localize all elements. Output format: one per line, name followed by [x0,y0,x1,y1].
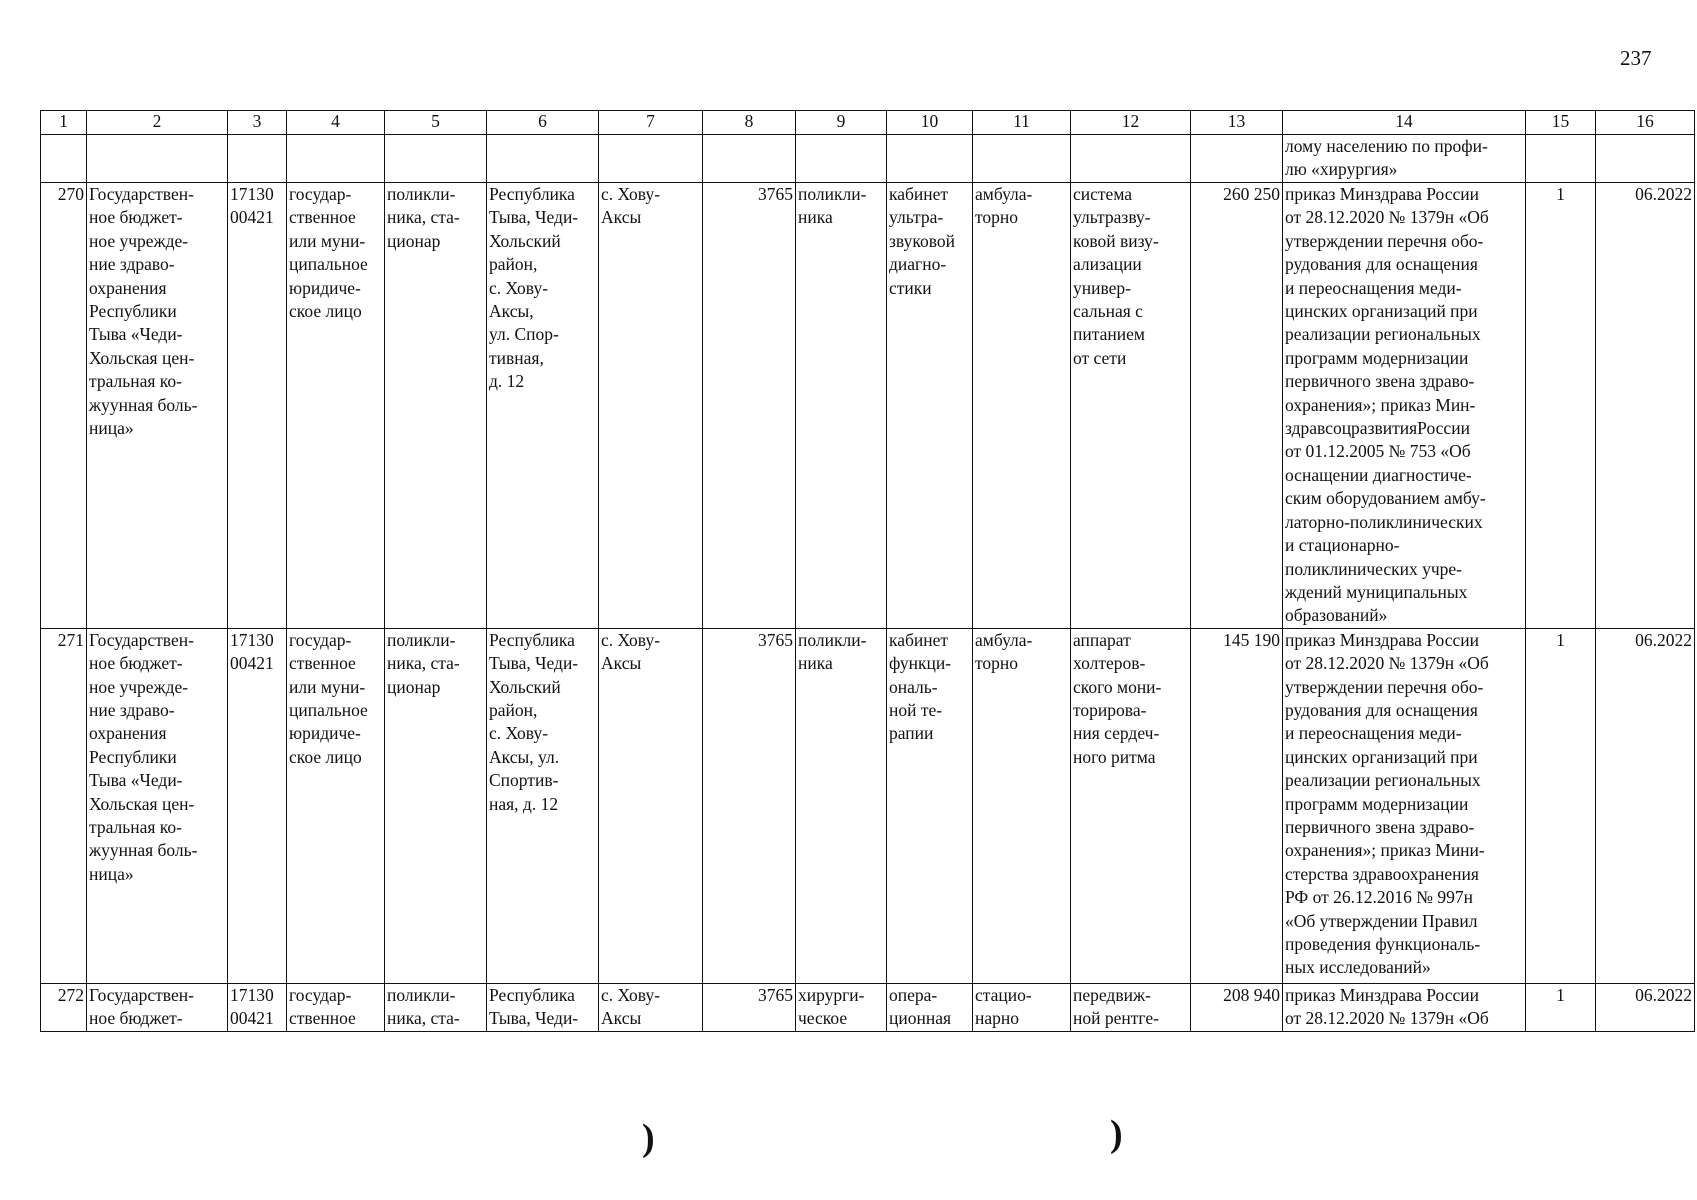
table-cell: 06.2022 [1596,183,1695,629]
table-cell [287,135,385,183]
table-cell: 06.2022 [1596,628,1695,983]
scan-mark: ) [642,1117,655,1159]
table-cell: опера- ционная [887,983,973,1031]
table-cell [796,135,887,183]
column-header: 14 [1283,111,1526,135]
table-cell: 3765 [703,628,796,983]
table-cell: 17130 00421 [228,183,287,629]
table-cell: поликли- ника, ста- ционар [385,628,487,983]
column-header: 16 [1596,111,1695,135]
table-cell: государ- ственное или муни- ципальное юридиче- ское лицо [287,628,385,983]
column-number-row [41,111,1695,135]
table-cell: Государствен- ное бюджет- [87,983,228,1031]
table-cell: 1 [1526,183,1596,629]
table-cell: аппарат холтеров- ского мони- торирова- ния сердеч- ного ритма [1071,628,1191,983]
table-cell: 1 [1526,983,1596,1031]
table-cell: 1 [1526,628,1596,983]
table-cell: 3765 [703,983,796,1031]
table-cell: лому населению по профи- лю «хирургия» [1283,135,1526,183]
column-header: 15 [1526,111,1596,135]
table-cell: поликли- ника, ста- [385,983,487,1031]
table-cell [1071,135,1191,183]
table-cell [973,135,1071,183]
table-cell: Республика Тыва, Чеди- Хольский район, с. Хову- Аксы, ул. Спортив- ная, д. 12 [487,628,599,983]
table-cell: 3765 [703,183,796,629]
table-cell: с. Хову- Аксы [599,628,703,983]
table-cell [887,135,973,183]
table-cell [41,135,87,183]
table-cell [487,135,599,183]
table-cell: приказ Минздрава России от 28.12.2020 № 1379н «Об утверждении перечня обо- рудования для оснащения и переоснащения меди- цинских организаций при реализации региональных программ модернизации первичного звена здраво- охранения»; приказ Мини- стерства здравоохранения РФ от 26.12.2016 № 997н «Об утверждении Правил проведения функциональ- ных исследований» [1283,628,1526,983]
table-cell: приказ Минздрава России от 28.12.2020 № 1379н «Об утверждении перечня обо- рудования для оснащения и переоснащения меди- цинских организаций при реализации региональных программ модернизации первичного звена здраво- охранения»; приказ Мин- здравсоцразвитияРоссии от 01.12.2005 № 753 «Об оснащении диагностиче- ским оборудованием амбу- латорно-поликлинических и стационарно- поликлинических учре- ждений муниципальных образований» [1283,183,1526,629]
scan-mark: ) [1110,1113,1123,1155]
table-cell: 17130 00421 [228,628,287,983]
table-cell: 271 [41,628,87,983]
table-cell: 260 250 [1191,183,1283,629]
table-cell: 17130 00421 [228,983,287,1031]
table-cell: приказ Минздрава России от 28.12.2020 № 1379н «Об [1283,983,1526,1031]
table-cell: 06.2022 [1596,983,1695,1031]
table-row [41,183,1695,629]
column-header: 3 [228,111,287,135]
table-cell: Республика Тыва, Чеди- Хольский район, с. Хову- Аксы, ул. Спор- тивная, д. 12 [487,183,599,629]
table-cell [599,135,703,183]
table-row [41,983,1695,1031]
table-cell [1596,135,1695,183]
column-header: 13 [1191,111,1283,135]
table-cell: 270 [41,183,87,629]
column-header: 12 [1071,111,1191,135]
column-header: 2 [87,111,228,135]
table-cell: Республика Тыва, Чеди- [487,983,599,1031]
table-cell: поликли- ника [796,628,887,983]
table-cell: Государствен- ное бюджет- ное учрежде- ние здраво- охранения Республики Тыва «Чеди- Хольская цен- тральная ко- жуунная боль- ница» [87,628,228,983]
table-cell: поликли- ника, ста- ционар [385,183,487,629]
table-cell [703,135,796,183]
table-cell: 145 190 [1191,628,1283,983]
column-header: 1 [41,111,87,135]
table-cell: поликли- ника [796,183,887,629]
table-row [41,628,1695,983]
table-cell: система ультразву- ковой визу- ализации универ- сальная с питанием от сети [1071,183,1191,629]
table-cell: хирурги- ческое [796,983,887,1031]
column-header: 5 [385,111,487,135]
table-cell: с. Хову- Аксы [599,983,703,1031]
column-header: 10 [887,111,973,135]
table-cell: передвиж- ной рентге- [1071,983,1191,1031]
table-row [41,135,1695,183]
table-cell: амбула- торно [973,628,1071,983]
table-cell: с. Хову- Аксы [599,183,703,629]
table-cell [228,135,287,183]
table-cell [87,135,228,183]
table-cell: амбула- торно [973,183,1071,629]
table-cell: государ- ственное [287,983,385,1031]
table-cell: государ- ственное или муни- ципальное юридиче- ское лицо [287,183,385,629]
table-cell: 208 940 [1191,983,1283,1031]
column-header: 11 [973,111,1071,135]
table-cell: 272 [41,983,87,1031]
column-header: 9 [796,111,887,135]
table-cell: кабинет ультра- звуковой диагно- стики [887,183,973,629]
table-cell [1526,135,1596,183]
table-cell [1191,135,1283,183]
column-header: 4 [287,111,385,135]
column-header: 8 [703,111,796,135]
table-cell: кабинет функци- ональ- ной те- рапии [887,628,973,983]
equipment-registry-table [40,110,1695,1032]
table-cell: стацио- нарно [973,983,1071,1031]
table-cell [385,135,487,183]
column-header: 6 [487,111,599,135]
column-header: 7 [599,111,703,135]
page-number: 237 [1620,46,1652,70]
table-cell: Государствен- ное бюджет- ное учрежде- ние здраво- охранения Республики Тыва «Чеди- Хольская цен- тральная ко- жуунная боль- ница» [87,183,228,629]
